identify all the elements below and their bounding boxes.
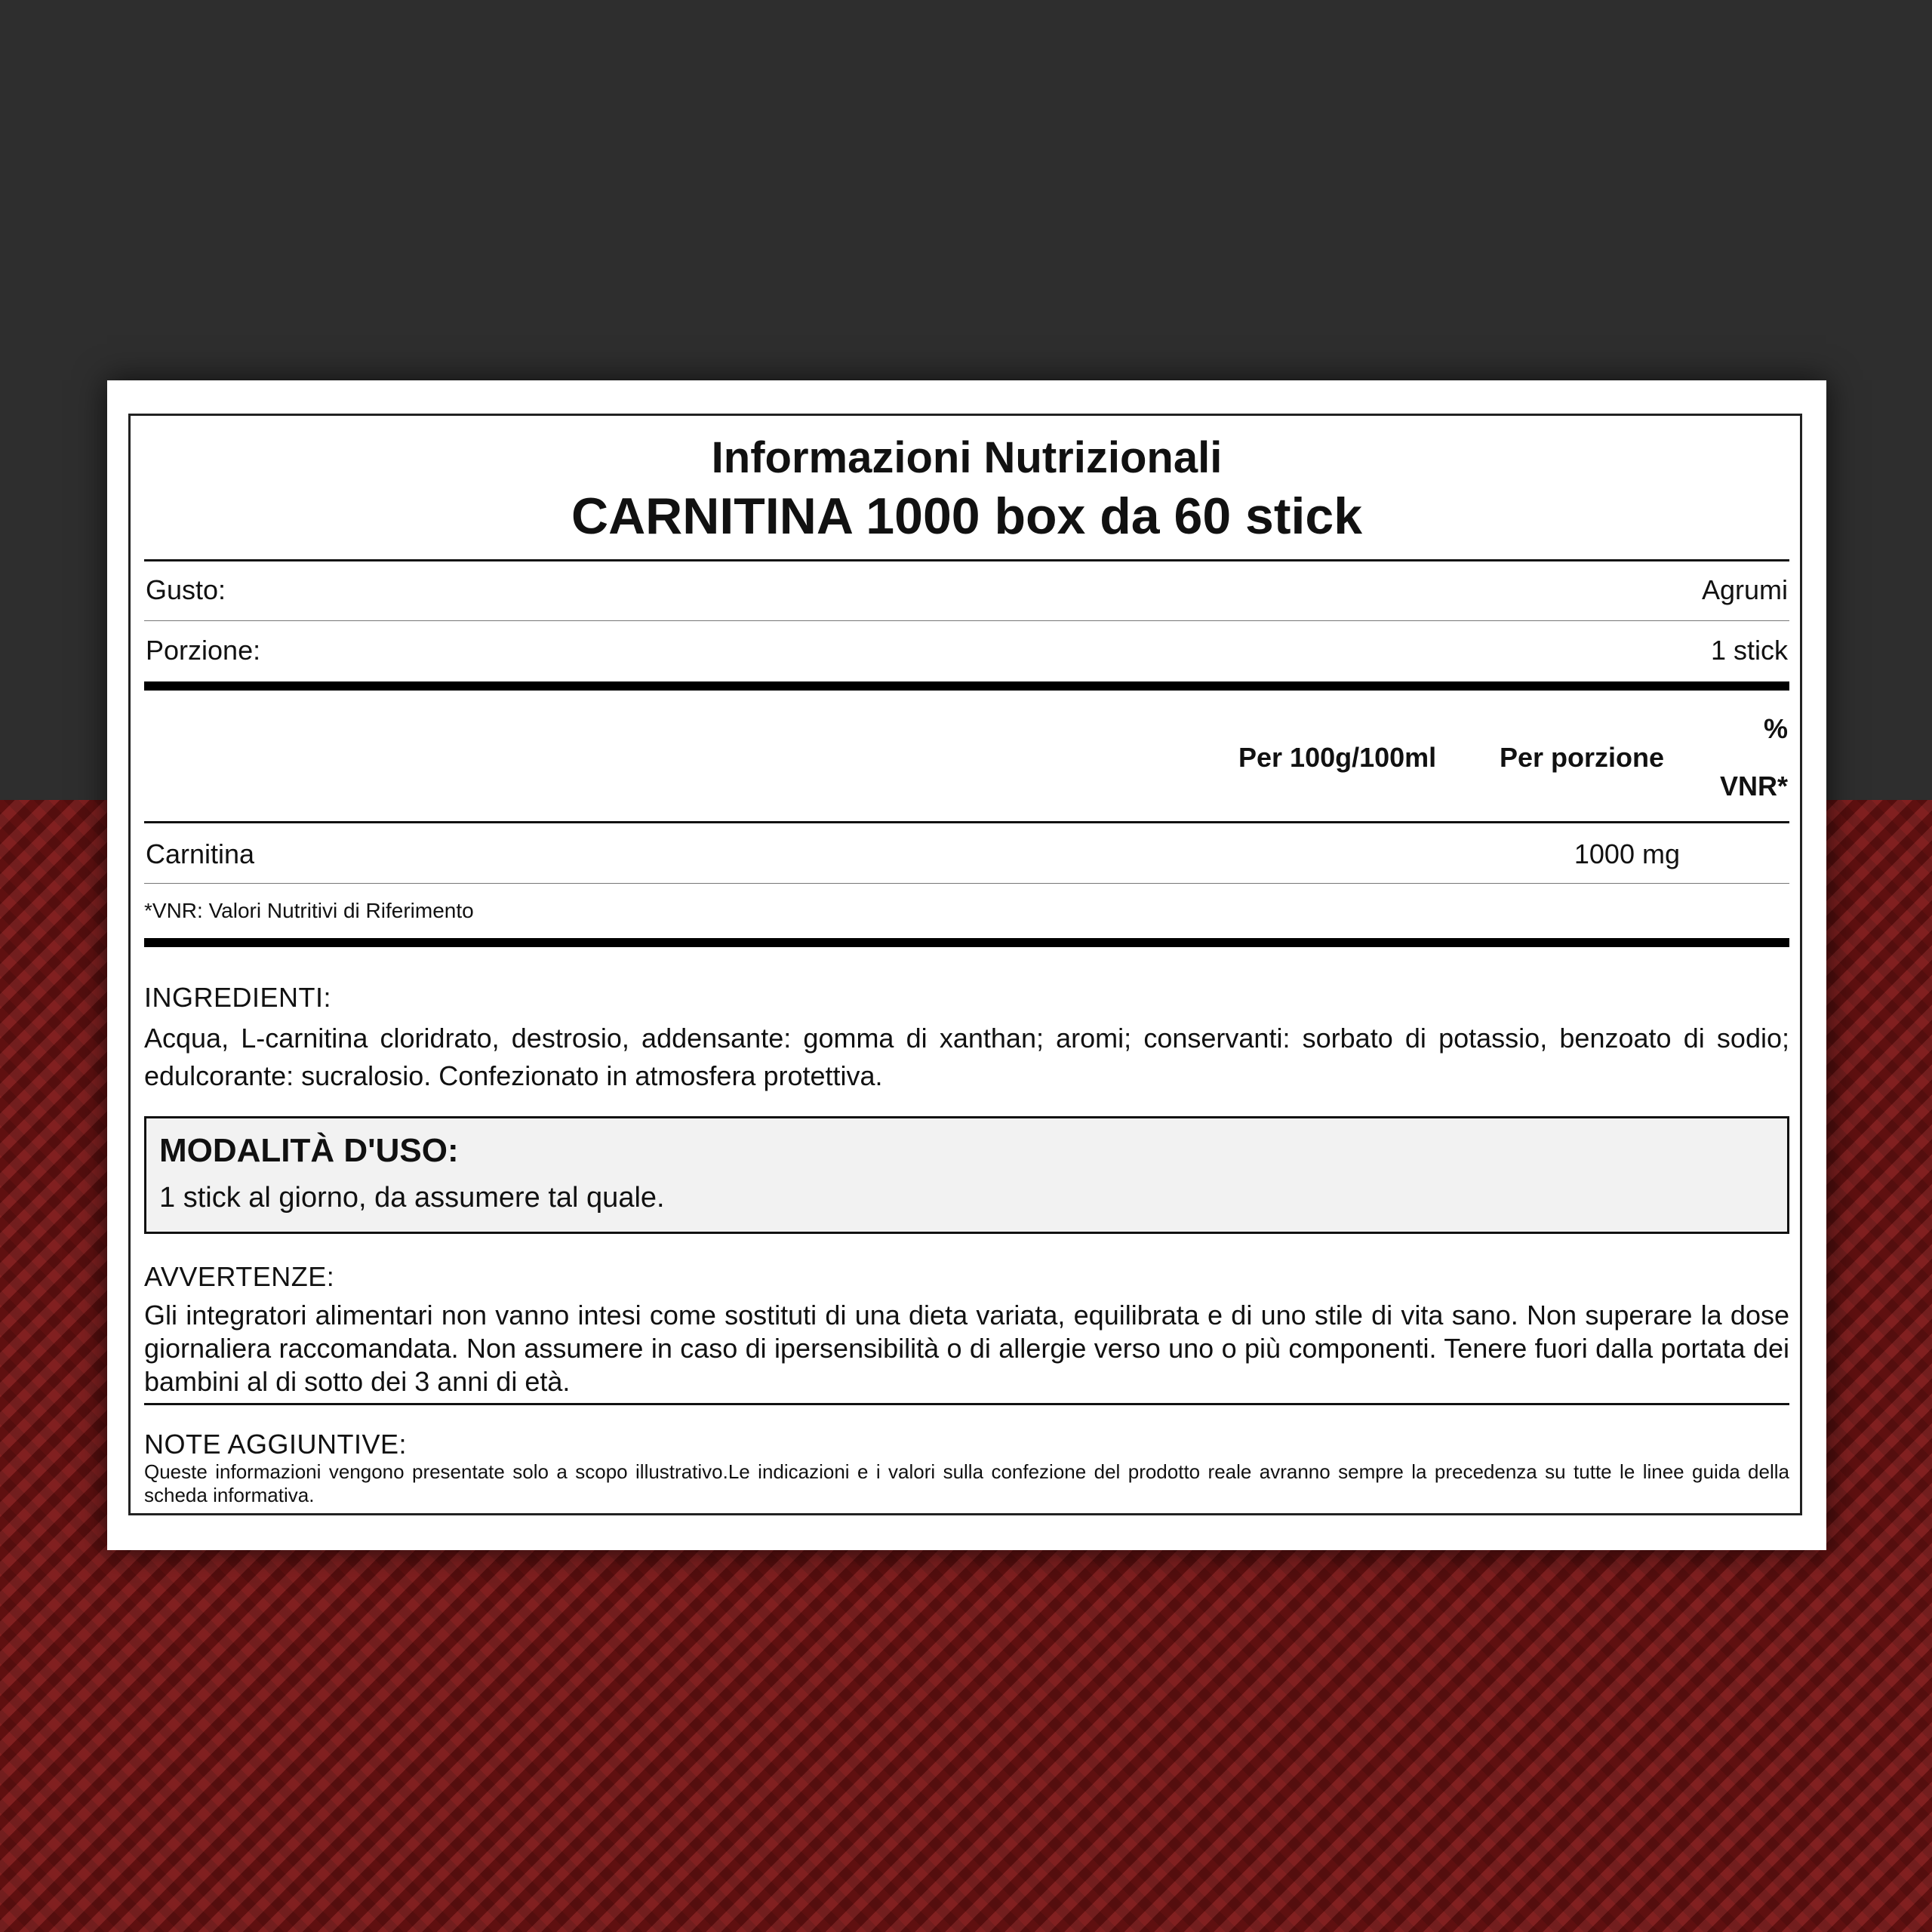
- nutrient-name: Carnitina: [146, 838, 255, 869]
- usage-box: [144, 1116, 1789, 1234]
- header-per-portion: Per porzione: [1500, 742, 1665, 773]
- warnings-heading: AVVERTENZE:: [144, 1261, 335, 1292]
- notes-heading: NOTE AGGIUNTIVE:: [144, 1429, 408, 1460]
- usage-heading: MODALITÀ D'USO:: [159, 1132, 459, 1169]
- divider-thick: [144, 938, 1789, 947]
- notes-text: Queste informazioni vengono presentate solo a scopo illustrativo.Le indicazioni e i valori sulla confezione del prodotto reale avranno sempre la precedenza su tutte le linee guida della scheda informativa.: [144, 1460, 1789, 1506]
- divider-thick: [144, 681, 1789, 691]
- ingredients-heading: INGREDIENTI:: [144, 982, 332, 1013]
- usage-text: 1 stick al giorno, da assumere tal quale.: [159, 1182, 665, 1214]
- nutrition-label-frame: [128, 414, 1802, 1515]
- portion-label: Porzione:: [146, 635, 261, 666]
- product-name: CARNITINA 1000 box da 60 stick: [571, 488, 1363, 545]
- portion-value: 1 stick: [1710, 635, 1788, 666]
- ingredients-text: Acqua, L-carnitina cloridrato, destrosio, addensante: gomma di xanthan; aromi; conservanti: sorbato di potassio, benzoato di sodio; edulcorante: sucralosio. Confezionato in atmosfera protettiva.: [144, 1023, 1789, 1091]
- divider: [144, 883, 1789, 884]
- header-per-100: Per 100g/100ml: [1238, 742, 1437, 773]
- header-vnr: VNR*: [1719, 771, 1788, 801]
- flavor-label: Gusto:: [146, 574, 226, 605]
- divider: [144, 821, 1789, 823]
- nutrition-label-card: [107, 380, 1826, 1550]
- vnr-footnote: *VNR: Valori Nutritivi di Riferimento: [144, 899, 474, 922]
- divider: [144, 1403, 1789, 1405]
- header-vnr-percent: %: [1763, 713, 1788, 744]
- nutrient-per-portion: 1000 mg: [1574, 838, 1680, 869]
- flavor-value: Agrumi: [1701, 574, 1788, 605]
- label-title: Informazioni Nutrizionali: [711, 433, 1223, 482]
- divider: [144, 559, 1789, 561]
- divider: [144, 620, 1789, 621]
- warnings-text: Gli integratori alimentari non vanno intesi come sostituti di una dieta variata, equilibrata e di uno stile di vita sano. Non superare la dose giornaliera raccomandata. Non assumere in caso di ipersensibilità o di allergie verso uno o più componenti. Tenere fuori dalla portata dei bambini al di sotto dei 3 anni di età.: [144, 1300, 1789, 1397]
